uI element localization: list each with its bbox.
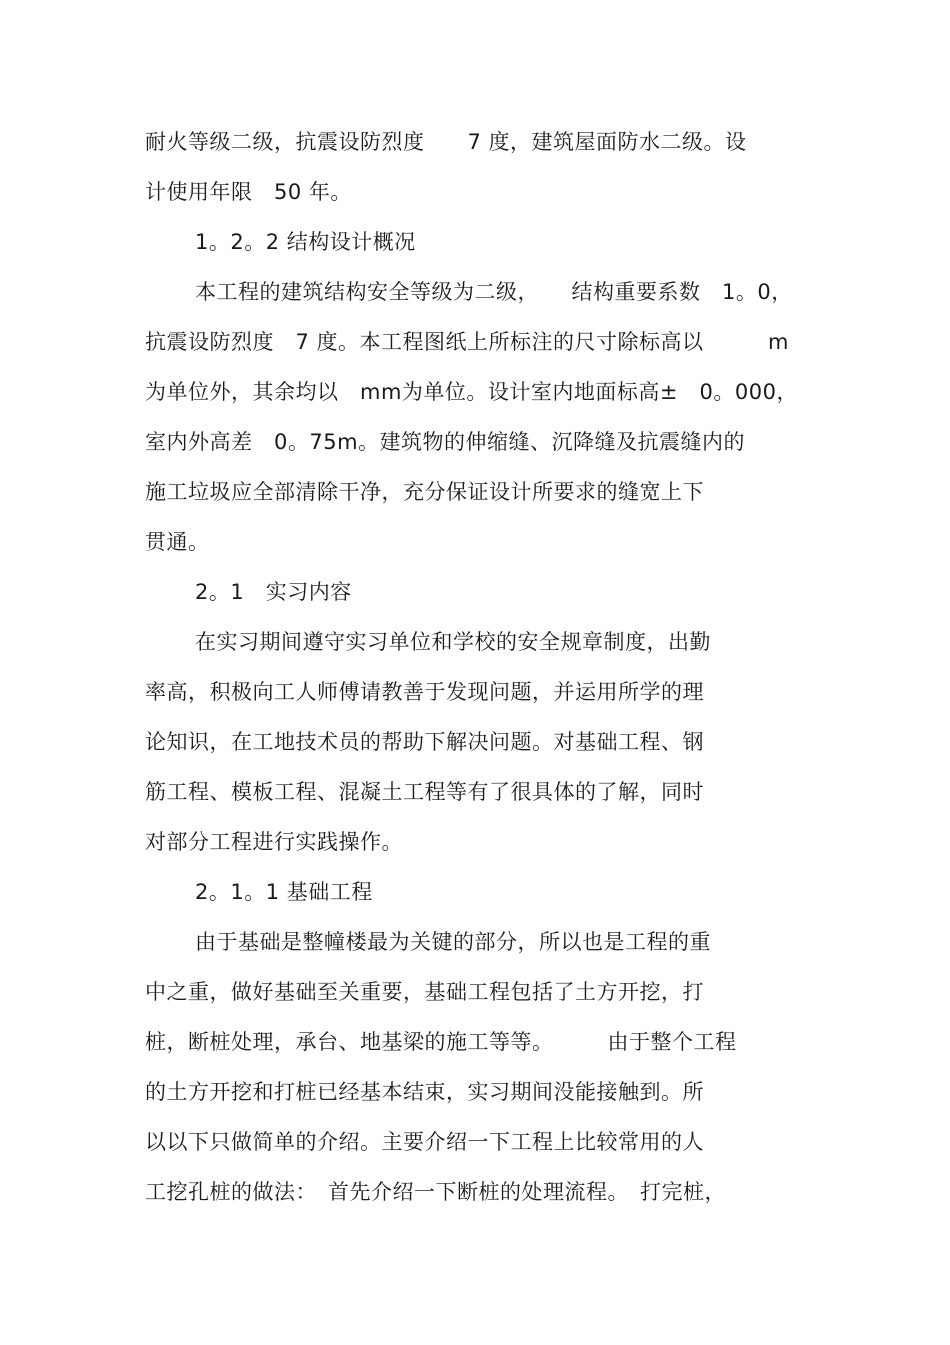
text-line: 对部分工程进行实践操作。 — [145, 830, 403, 854]
section-heading: 2。1。1 基础工程 — [195, 880, 373, 904]
text-line: 为单位外，其余均以 mm为单位。设计室内地面标高± 0。000， — [145, 380, 798, 404]
text-line: 的土方开挖和打桩已经基本结束，实习期间没能接触到。所 — [145, 1080, 704, 1104]
text-line: 本工程的建筑结构安全等级为二级， 结构重要系数 1。0， — [195, 280, 793, 304]
text-line: 中之重，做好基础至关重要，基础工程包括了土方开挖，打 — [145, 980, 704, 1004]
text-line: 论知识，在工地技术员的帮助下解决问题。对基础工程、钢 — [145, 730, 704, 754]
text-line: 以以下只做简单的介绍。主要介绍一下工程上比较常用的人 — [145, 1130, 704, 1154]
section-heading: 2。1 实习内容 — [195, 580, 352, 604]
text-line: 室内外高差 0。75m。建筑物的伸缩缝、沉降缝及抗震缝内的 — [145, 430, 746, 454]
text-line: 率高，积极向工人师傅请教善于发现问题，并运用所学的理 — [145, 680, 704, 704]
text-line: 计使用年限 50 年。 — [145, 180, 352, 204]
text-line: 在实习期间遵守实习单位和学校的安全规章制度，出勤 — [195, 630, 711, 654]
text-line: 耐火等级二级，抗震设防烈度 7 度，建筑屋面防水二级。设 — [145, 130, 747, 154]
text-line: 贯通。 — [145, 530, 210, 554]
text-line: 由于基础是整幢楼最为关键的部分，所以也是工程的重 — [195, 930, 711, 954]
text-line: 桩，断桩处理，承台、地基梁的施工等等。 由于整个工程 — [145, 1030, 737, 1054]
text-line: 抗震设防烈度 7 度。本工程图纸上所标注的尺寸除标高以 m — [145, 330, 789, 354]
section-heading: 1。2。2 结构设计概况 — [195, 230, 416, 254]
text-line: 工挖孔桩的做法： 首先介绍一下断桩的处理流程。 打完桩， — [145, 1180, 726, 1204]
text-line: 筋工程、模板工程、混凝土工程等有了很具体的了解，同时 — [145, 780, 704, 804]
text-line: 施工垃圾应全部清除干净，充分保证设计所要求的缝宽上下 — [145, 480, 704, 504]
